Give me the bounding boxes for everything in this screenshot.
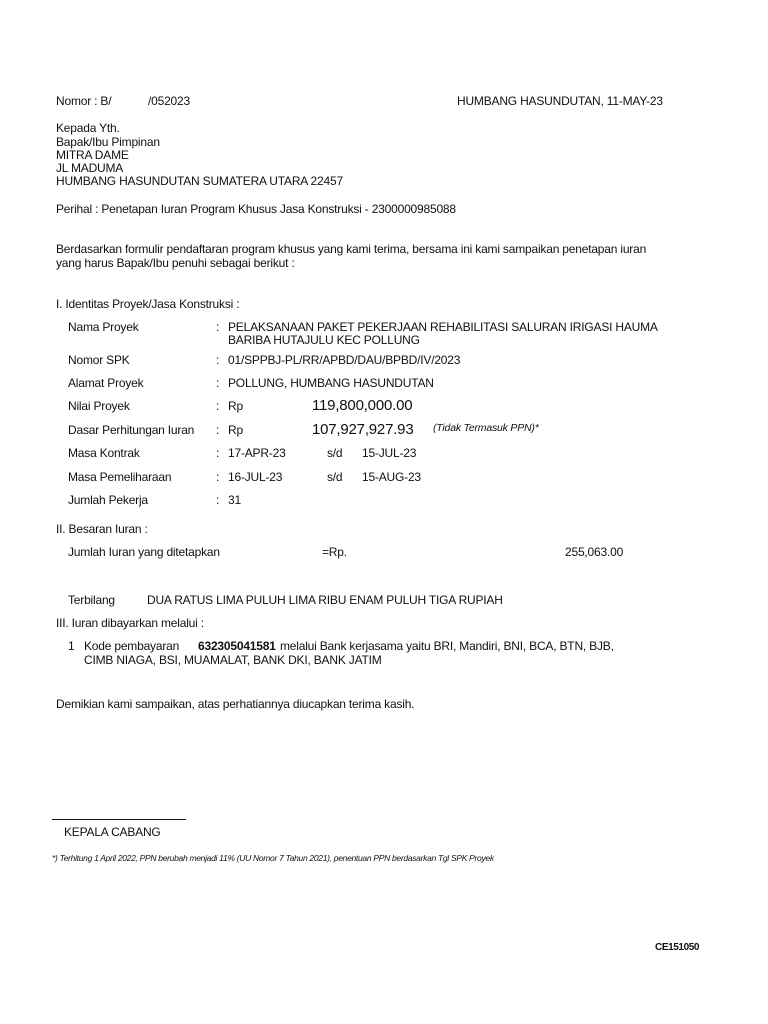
jumlah-pekerja-label: Jumlah Pekerja xyxy=(68,493,148,507)
recipient-line: Kepada Yth. xyxy=(56,121,120,135)
bank-list-line-1: melalui Bank kerjasama yaitu BRI, Mandiri, BNI, BCA, BTN, BJB, xyxy=(280,639,614,653)
intro-line: Berdasarkan formulir pendaftaran program khusus yang kami terima, bersama ini kami sampaikan penetapan iuran xyxy=(56,242,647,256)
colon: : xyxy=(216,399,220,413)
alamat-proyek-label: Alamat Proyek xyxy=(68,376,144,390)
kode-pembayaran-value: 632305041581 xyxy=(198,639,276,653)
nama-proyek-value-2: BARIBA HUTAJULU KEC POLLUNG xyxy=(228,333,420,347)
masa-pemeliharaan-start: 16-JUL-23 xyxy=(228,470,283,484)
bank-list-line-2: CIMB NIAGA, BSI, MUAMALAT, BANK DKI, BANK JATIM xyxy=(84,653,382,667)
colon: : xyxy=(216,423,220,437)
colon: : xyxy=(216,320,220,334)
footnote: *) Terhitung 1 April 2022, PPN berubah menjadi 11% (UU Nomor 7 Tahun 2021), penentuan PPN berdasarkan Tgl SPK Proyek xyxy=(52,853,494,863)
dasar-perhitungan-value: 107,927,927.93 xyxy=(312,421,414,438)
colon: : xyxy=(216,376,220,390)
recipient-line: Bapak/Ibu Pimpinan xyxy=(56,135,160,149)
signature-line xyxy=(52,819,186,820)
section-3-heading: III. Iuran dibayarkan melalui : xyxy=(56,616,204,630)
nilai-proyek-value: 119,800,000.00 xyxy=(312,397,413,414)
terbilang-value: DUA RATUS LIMA PULUH LIMA RIBU ENAM PULUH TIGA RUPIAH xyxy=(147,593,503,607)
colon: : xyxy=(216,446,220,460)
jumlah-pekerja-value: 31 xyxy=(228,493,241,507)
masa-pemeliharaan-sd: s/d xyxy=(327,470,343,484)
nama-proyek-value-1: PELAKSANAAN PAKET PEKERJAAN REHABILITASI SALURAN IRIGASI HAUMA xyxy=(228,320,658,334)
jumlah-iuran-currency: =Rp. xyxy=(322,545,347,559)
recipient-line: HUMBANG HASUNDUTAN SUMATERA UTARA 22457 xyxy=(56,174,343,188)
subject-line: Perihal : Penetapan Iuran Program Khusus Jasa Konstruksi - 2300000985088 xyxy=(56,202,456,216)
colon: : xyxy=(216,470,220,484)
intro-line: yang harus Bapak/Ibu penuhi sebagai berikut : xyxy=(56,256,295,270)
ppn-note: (Tidak Termasuk PPN)* xyxy=(433,422,539,434)
nomor-suffix: /052023 xyxy=(148,94,190,108)
jumlah-iuran-label: Jumlah Iuran yang ditetapkan xyxy=(68,545,220,559)
terbilang-label: Terbilang xyxy=(68,593,115,607)
signature-title: KEPALA CABANG xyxy=(64,825,161,839)
dasar-perhitungan-currency: Rp xyxy=(228,423,243,437)
place-date: HUMBANG HASUNDUTAN, 11-MAY-23 xyxy=(457,94,663,108)
recipient-line: JL MADUMA xyxy=(56,161,124,175)
colon: : xyxy=(216,493,220,507)
nomor-spk-label: Nomor SPK xyxy=(68,353,130,367)
nilai-proyek-currency: Rp xyxy=(228,399,243,413)
kode-pembayaran-label: Kode pembayaran xyxy=(84,639,180,653)
alamat-proyek-value: POLLUNG, HUMBANG HASUNDUTAN xyxy=(228,376,434,390)
masa-kontrak-sd: s/d xyxy=(327,446,343,460)
jumlah-iuran-value: 255,063.00 xyxy=(565,545,624,559)
masa-kontrak-label: Masa Kontrak xyxy=(68,446,140,460)
masa-pemeliharaan-end: 15-AUG-23 xyxy=(362,470,421,484)
recipient-line: MITRA DAME xyxy=(56,148,129,162)
payment-number: 1 xyxy=(68,639,75,653)
masa-kontrak-end: 15-JUL-23 xyxy=(362,446,417,460)
closing-text: Demikian kami sampaikan, atas perhatiannya diucapkan terima kasih. xyxy=(56,697,415,711)
nomor-label: Nomor : B/ xyxy=(56,94,112,108)
dasar-perhitungan-label: Dasar Perhitungan Iuran xyxy=(68,423,195,437)
section-1-heading: I. Identitas Proyek/Jasa Konstruksi : xyxy=(56,297,240,311)
section-2-heading: II. Besaran Iuran : xyxy=(56,522,148,536)
colon: : xyxy=(216,353,220,367)
nomor-spk-value: 01/SPPBJ-PL/RR/APBD/DAU/BPBD/IV/2023 xyxy=(228,353,461,367)
nama-proyek-label: Nama Proyek xyxy=(68,320,139,334)
document-code: CE151050 xyxy=(655,942,700,953)
masa-kontrak-start: 17-APR-23 xyxy=(228,446,286,460)
nilai-proyek-label: Nilai Proyek xyxy=(68,399,130,413)
masa-pemeliharaan-label: Masa Pemeliharaan xyxy=(68,470,172,484)
